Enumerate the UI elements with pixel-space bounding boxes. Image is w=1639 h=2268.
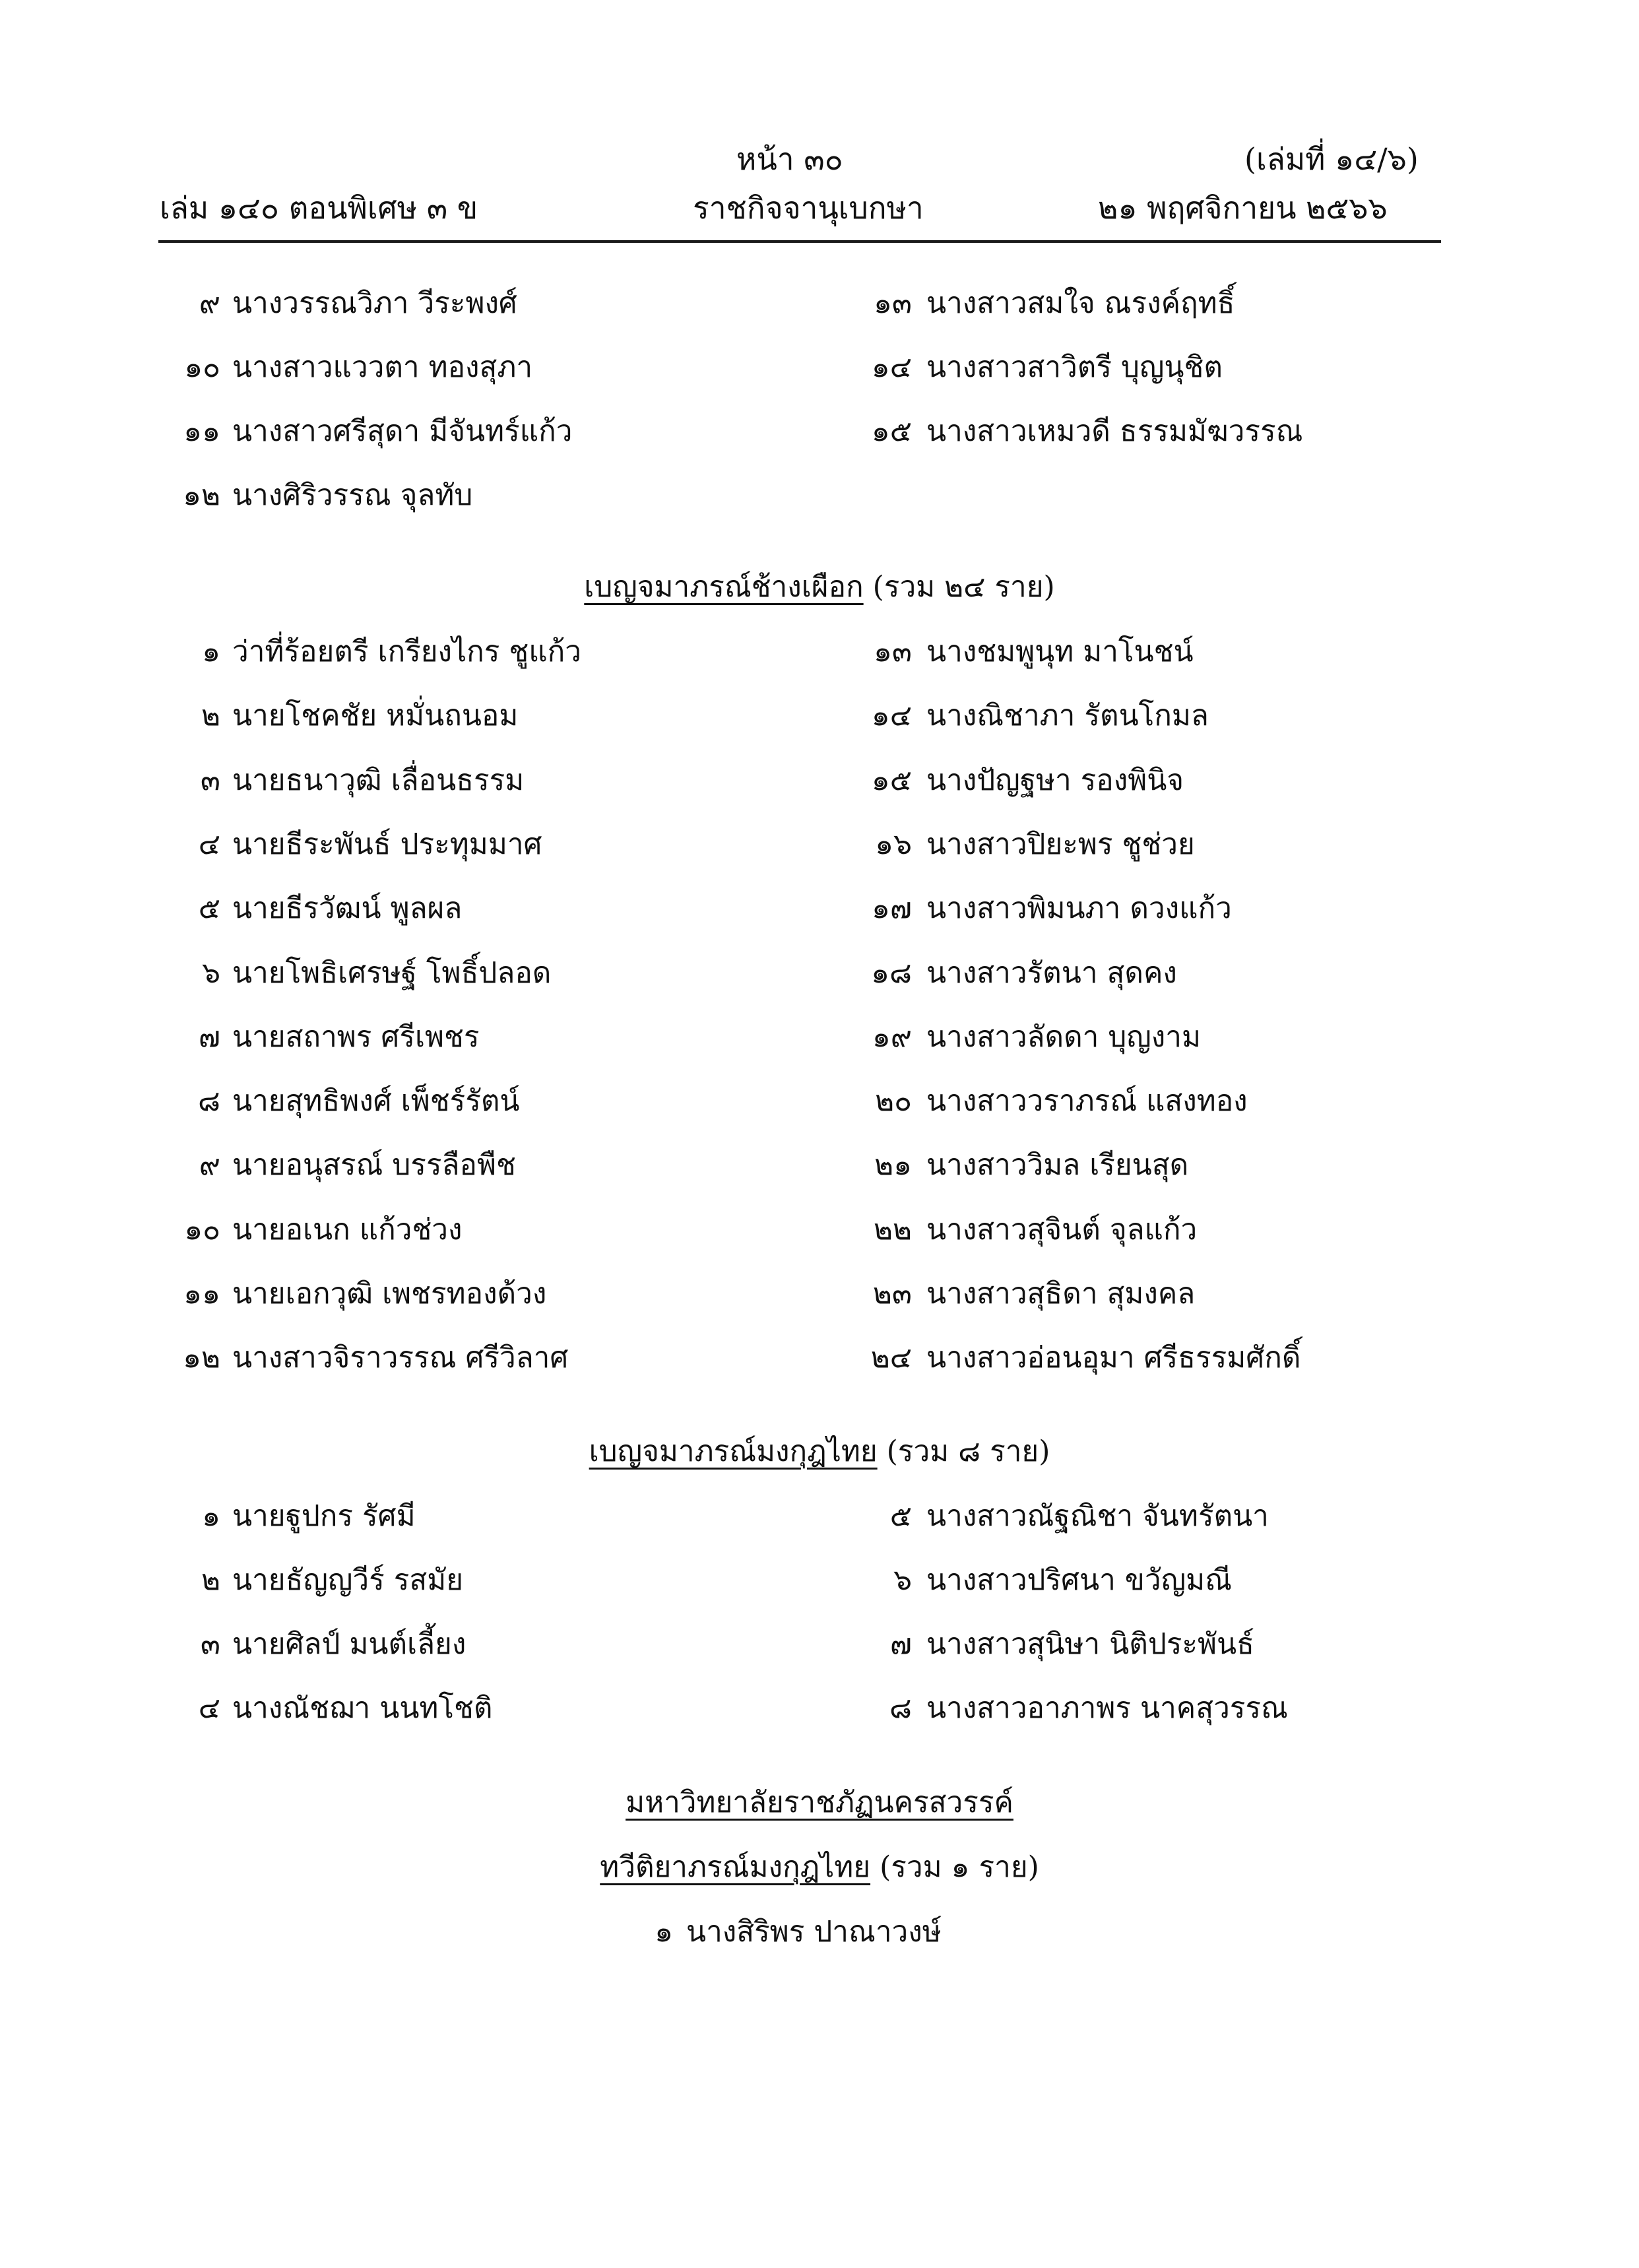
- header-divider: [158, 240, 1441, 243]
- section-heading-white-elephant: [0, 570, 1639, 604]
- entry-name: นางสาวณัฐณิชา จันทรัตนา: [926, 1499, 1269, 1533]
- entry-number: ๑๔: [871, 350, 912, 384]
- entry-number: ๑๑: [183, 1277, 220, 1311]
- entry-name: นางสาววิมล เรียนสุด: [926, 1148, 1189, 1183]
- entry-number: ๒: [201, 1563, 220, 1597]
- entry-number: ๑๙: [872, 1020, 912, 1054]
- entry-number: ๑๔: [871, 699, 912, 733]
- entry-name: นายศิลป์ มนต์เลี้ยง: [232, 1627, 466, 1661]
- entry-name: นางสิริพร ปาณาวงษ์: [686, 1915, 942, 1949]
- university-title: มหาวิทยาลัยราชภัฏนครสวรรค์: [626, 1786, 1013, 1819]
- entry-name: นางสาวศรีสุดา มีจันทร์แก้ว: [232, 414, 573, 448]
- entry-number: ๘: [198, 1084, 220, 1118]
- entry-number: ๑๕: [871, 414, 912, 448]
- entry-name: นายอเนก แก้วช่วง: [232, 1212, 463, 1247]
- entry-name: นายเอกวุฒิ เพชรทองด้วง: [232, 1277, 547, 1311]
- entry-name: นายธนาวุฒิ เลื่อนธรรม: [232, 763, 525, 797]
- section-title: เบญจมาภรณ์มงกุฎไทย: [589, 1435, 878, 1468]
- entry-name: นายธัญญวีร์ รสมัย: [232, 1563, 464, 1597]
- entry-number: ๒: [201, 699, 220, 733]
- entry-name: นางสาวเหมวดี ธรรมมัฆวรรณ: [926, 414, 1303, 448]
- entry-name: นายสถาพร ศรีเพชร: [232, 1020, 480, 1054]
- section-heading-crown-of-thailand: [0, 1437, 1639, 1466]
- entry-number: ๑: [202, 635, 220, 668]
- entry-number: ๑๓: [873, 635, 912, 668]
- entry-number: ๒๑: [874, 1148, 912, 1183]
- entry-number: ๖: [893, 1563, 912, 1597]
- entry-name: นายธีรวัฒน์ พูลผล: [232, 891, 463, 926]
- entry-name: นางณิชาภา รัตนโกมล: [926, 699, 1209, 733]
- entry-number: ๑: [655, 1915, 673, 1949]
- page-number: หน้า ๓๐: [736, 141, 843, 177]
- entry-number: ๒๒: [873, 1212, 912, 1247]
- entry-name: นางสาวรัตนา สุดคง: [926, 956, 1177, 990]
- entry-number: ๗: [889, 1627, 912, 1661]
- entry-name: นางสาวลัดดา บุญงาม: [926, 1020, 1201, 1054]
- entry-number: ๒๐: [875, 1084, 912, 1118]
- entry-number: ๔: [198, 1691, 220, 1725]
- section-count: (รวม ๒๔ ราย): [872, 570, 1055, 604]
- section-count: (รวม ๘ ราย): [886, 1435, 1050, 1468]
- entry-number: ๔: [198, 827, 220, 861]
- entry-number: ๑๗: [871, 891, 912, 926]
- entry-number: ๙: [199, 1148, 220, 1183]
- entry-number: ๙: [199, 286, 220, 320]
- entry-name: นางศิริวรรณ จุลทับ: [232, 478, 473, 512]
- entry-number: ๑๒: [183, 478, 220, 512]
- entry-name: นางสาวจิราวรรณ ศรีวิลาศ: [232, 1341, 569, 1375]
- entry-name: นายโพธิเศรษฐ์ โพธิ์ปลอด: [232, 956, 552, 990]
- entry-name: นางสาวอาภาพร นาคสุวรรณ: [926, 1691, 1288, 1725]
- entry-name: นางชมพูนุท มาโนชน์: [926, 635, 1194, 668]
- entry-name: นางสาวพิมนภา ดวงแก้ว: [926, 891, 1232, 926]
- entry-number: ๑๑: [183, 414, 220, 448]
- issue-label: เล่ม ๑๔๐ ตอนพิเศษ ๓ ข: [160, 190, 478, 226]
- publication-title: ราชกิจจานุเบกษา: [693, 190, 924, 226]
- entry-number: ๓: [200, 763, 220, 797]
- university-name: [0, 1788, 1639, 1817]
- entry-name: นางสาวสุธิดา สุมงคล: [926, 1277, 1196, 1311]
- entry-name: นายสุทธิพงศ์ เพ็ชร์รัตน์: [232, 1084, 520, 1118]
- publication-date: ๒๑ พฤศจิกายน ๒๕๖๖: [1098, 190, 1388, 226]
- entry-name: นางวรรณวิภา วีระพงศ์: [232, 286, 517, 320]
- entry-number: ๒๓: [872, 1277, 912, 1311]
- section-count: (รวม ๑ ราย): [880, 1850, 1039, 1884]
- entry-name: นางสาวสุจินต์ จุลแก้ว: [926, 1212, 1198, 1247]
- entry-number: ๕: [889, 1499, 912, 1533]
- entry-number: ๘: [889, 1691, 912, 1725]
- entry-name: นางณัชฌา นนทโชติ: [232, 1691, 493, 1725]
- entry-name: ว่าที่ร้อยตรี เกรียงไกร ชูแก้ว: [232, 635, 581, 668]
- entry-number: ๑๕: [871, 763, 912, 797]
- entry-name: นางสาวแววตา ทองสุภา: [232, 350, 533, 384]
- entry-number: ๑๐: [184, 1212, 220, 1247]
- entry-number: ๖: [202, 956, 220, 990]
- entry-number: ๑๘: [871, 956, 912, 990]
- entry-number: ๕: [198, 891, 220, 926]
- entry-name: นางสาวปิยะพร ชูช่วย: [926, 827, 1195, 861]
- entry-name: นายโชคชัย หมั่นถนอม: [232, 699, 519, 733]
- entry-name: นางสาวอ่อนอุมา ศรีธรรมศักดิ์: [926, 1341, 1301, 1375]
- entry-name: นางสาวปริศนา ขวัญมณี: [926, 1563, 1232, 1597]
- section-title: เบญจมาภรณ์ช้างเผือก: [584, 570, 864, 604]
- section-title: ทวีติยาภรณ์มงกุฎไทย: [600, 1850, 871, 1884]
- entry-number: ๓: [200, 1627, 220, 1661]
- entry-name: นายธีระพันธ์ ประทุมมาศ: [232, 827, 542, 861]
- entry-number: ๑๓: [873, 286, 912, 320]
- entry-name: นายอนุสรณ์ บรรลือพืช: [232, 1148, 516, 1183]
- entry-number: ๗: [198, 1020, 220, 1054]
- entry-number: ๑: [202, 1499, 220, 1533]
- entry-number: ๑๖: [875, 827, 912, 861]
- section-heading-second-class: [0, 1850, 1639, 1884]
- entry-number: ๑๐: [184, 350, 220, 384]
- entry-name: นางปัญฐษา รองพินิจ: [926, 763, 1184, 797]
- entry-number: ๑๒: [183, 1341, 220, 1375]
- entry-name: นางสาวสุนิษา นิติประพันธ์: [926, 1627, 1254, 1661]
- entry-name: นางสาวสมใจ ณรงค์ฤทธิ์: [926, 286, 1235, 320]
- volume-reference: (เล่มที่ ๑๔/๖): [1244, 141, 1419, 177]
- entry-name: นางสาวสาวิตรี บุญนุชิต: [926, 350, 1223, 384]
- entry-name: นายฐูปกร รัศมี: [232, 1499, 416, 1533]
- entry-number: ๒๔: [870, 1341, 912, 1375]
- entry-name: นางสาววราภรณ์ แสงทอง: [926, 1084, 1248, 1118]
